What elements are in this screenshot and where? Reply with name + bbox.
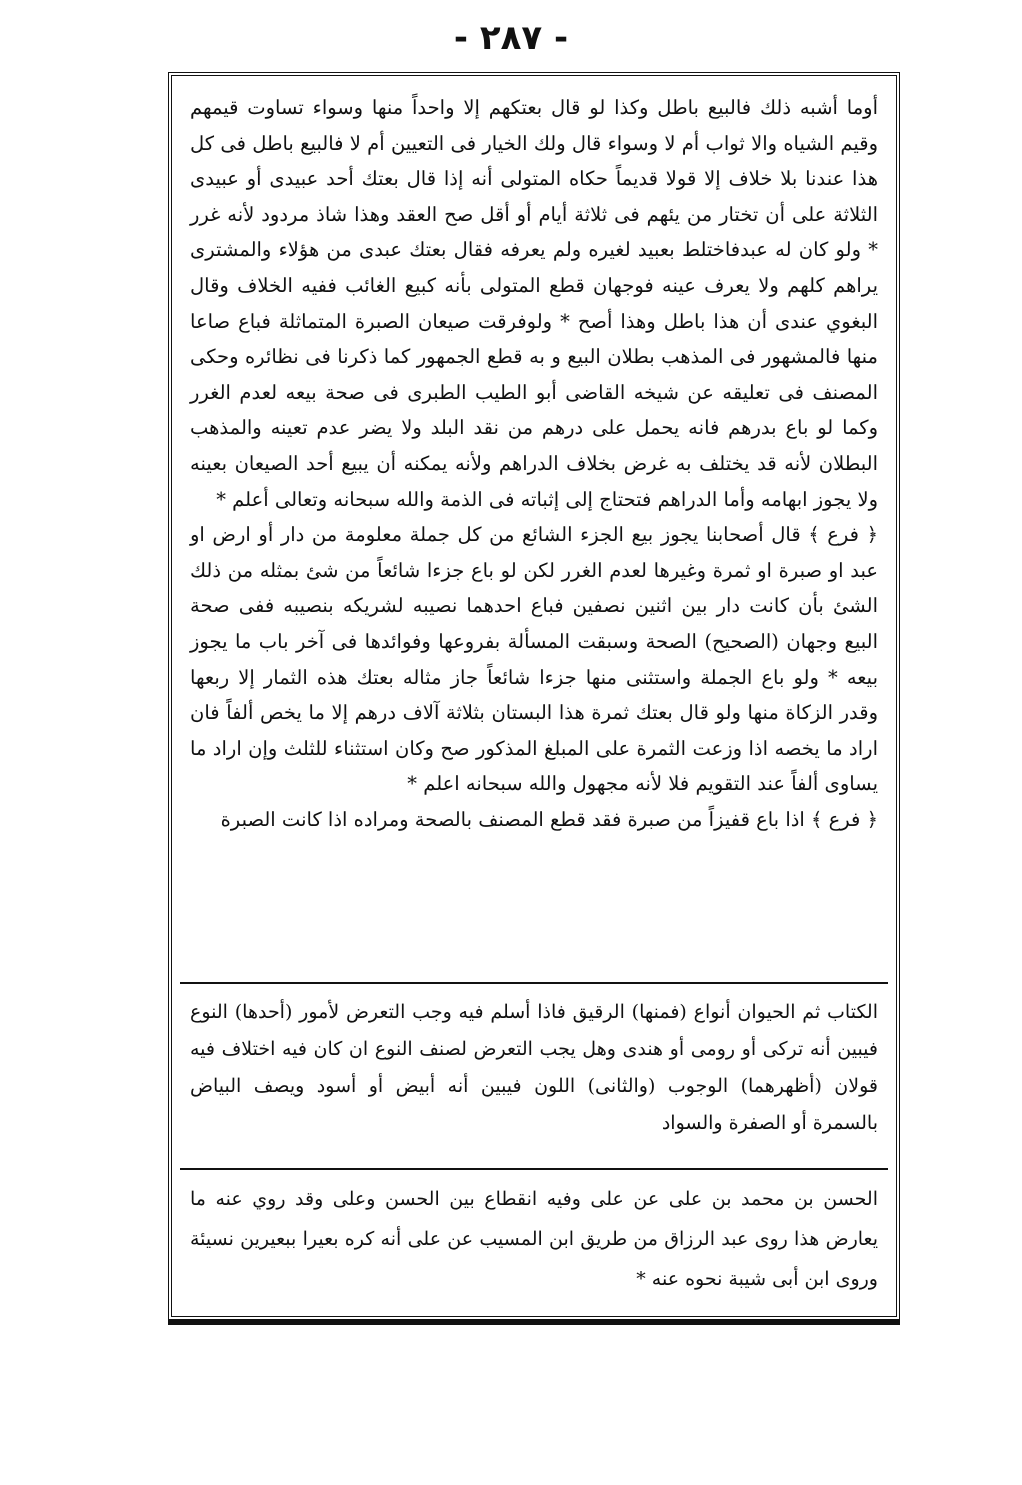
main-paragraph-1: أوما أشبه ذلك فالبيع باطل وكذا لو قال بعتكهم إلا واحداً منها وسواء تساوت قيمهم وقيم الشياه والا ثواب أم لا وسواء قال ولك الخيار فى التعيين أم لا فالبيع باطل فى كل هذا عندنا بلا خلاف إلا قولا قديماً حكاه المتولى أنه إذا قال بعتك أحد عبيدى أو عبيدى الثلاثة على أن تختار من يئهم فى ثلاثة أيام أو أقل صح العقد وهذا شاذ مردود لأنه غرر * ولو كان له عبدفاختلط بعبيد لغيره ولم يعرفه فقال بعتك عبدى من هؤلاء والمشترى يراهم كلهم ولا يعرف عينه فوجهان قطع المتولى بأنه كبيع الغائب ففيه الخلاف وقال البغوي عندى أن هذا باطل وهذا أصح * ولوفرقت صيعان الصبرة المتماثلة فباع صاعا منها فالمشهور فى المذهب بطلان البيع و به قطع الجمهور كما ذكرنا فى نظائره وحكى المصنف فى تعليقه عن شيخه القاضى أبو الطيب الطبرى فى صحة بيعه لعدم الغرر وكما لو باع بدرهم فانه يحمل على درهم من نقد البلد ولا يضر عدم تعينه والمذهب البطلان لأنه قد يختلف به غرض بخلاف الدراهم ولأنه يمكنه أن يبيع أحد الصيعان بعينه ولا يجوز ابهامه وأما الدراهم فتحتاج إلى إثباته فى الذمة والله سبحانه وتعالى أعلم * — [190, 96, 878, 511]
footnote-divider — [180, 1168, 888, 1170]
page-frame — [168, 72, 900, 1320]
main-paragraph-3: ﴿ فرع ﴾ اذا باع قفيزاً من صبرة فقد قطع المصنف بالصحة ومراده اذا كانت الصبرة — [220, 807, 878, 831]
divider-rule — [180, 982, 888, 984]
commentary-paragraph: الكتاب ثم الحيوان أنواع (فمنها) الرقيق فاذا أسلم فيه وجب التعرض لأمور (أحدها) النوع فيبين أنه تركى أو رومى أو هندى وهل يجب التعرض لصنف النوع ان كان فيه اختلاف فيه قولان (أظهرهما) الوجوب (والثانى) اللون فيبين أنه أبيض أو أسود ويصف البياض بالسمرة أو الصفرة والسواد — [190, 1001, 878, 1134]
main-text — [190, 90, 878, 837]
footnote-text — [190, 1179, 878, 1299]
commentary-text — [190, 994, 878, 1142]
page-number: - ٢٨٧ - — [453, 18, 569, 58]
footnote-paragraph: الحسن بن محمد بن على عن على وفيه انقطاع بين الحسن وعلى وقد روي عنه ما يعارض هذا روى عبد الرزاق من طريق ابن المسيب عن على أنه كره بعيرا ببعيرين نسيئة وروى ابن أبى شيبة نحوه عنه * — [190, 1188, 878, 1290]
main-paragraph-2: ﴿ فرع ﴾ قال أصحابنا يجوز بيع الجزء الشائع من كل جملة معلومة من دار أو ارض او عبد او صبرة او ثمرة وغيرها لعدم الغرر لكن لو باع جزءا شائعاً من شئ بمثله من ذلك الشئ بأن كانت دار بين اثنين نصفين فباع احدهما نصيبه لشريكه بنصيبه ففى صحة البيع وجهان (الصحيح) الصحة وسبقت المسألة بفروعها وفوائدها فى آخر باب ما يجوز بيعه * ولو باع الجملة واستثنى منها جزءا شائعاً جاز مثاله بعتك هذه الثمار إلا ربعها وقدر الزكاة منها ولو قال بعتك ثمرة هذا البستان بثلاثة آلاف درهم إلا ما يخص ألفاً فان اراد ما يخصه اذا وزعت الثمرة على المبلغ المذكور صح وكان استثناء للثلث وإن اراد ما يساوى ألفاً عند التقويم فلا لأنه مجهول والله سبحانه اعلم * — [190, 523, 878, 796]
